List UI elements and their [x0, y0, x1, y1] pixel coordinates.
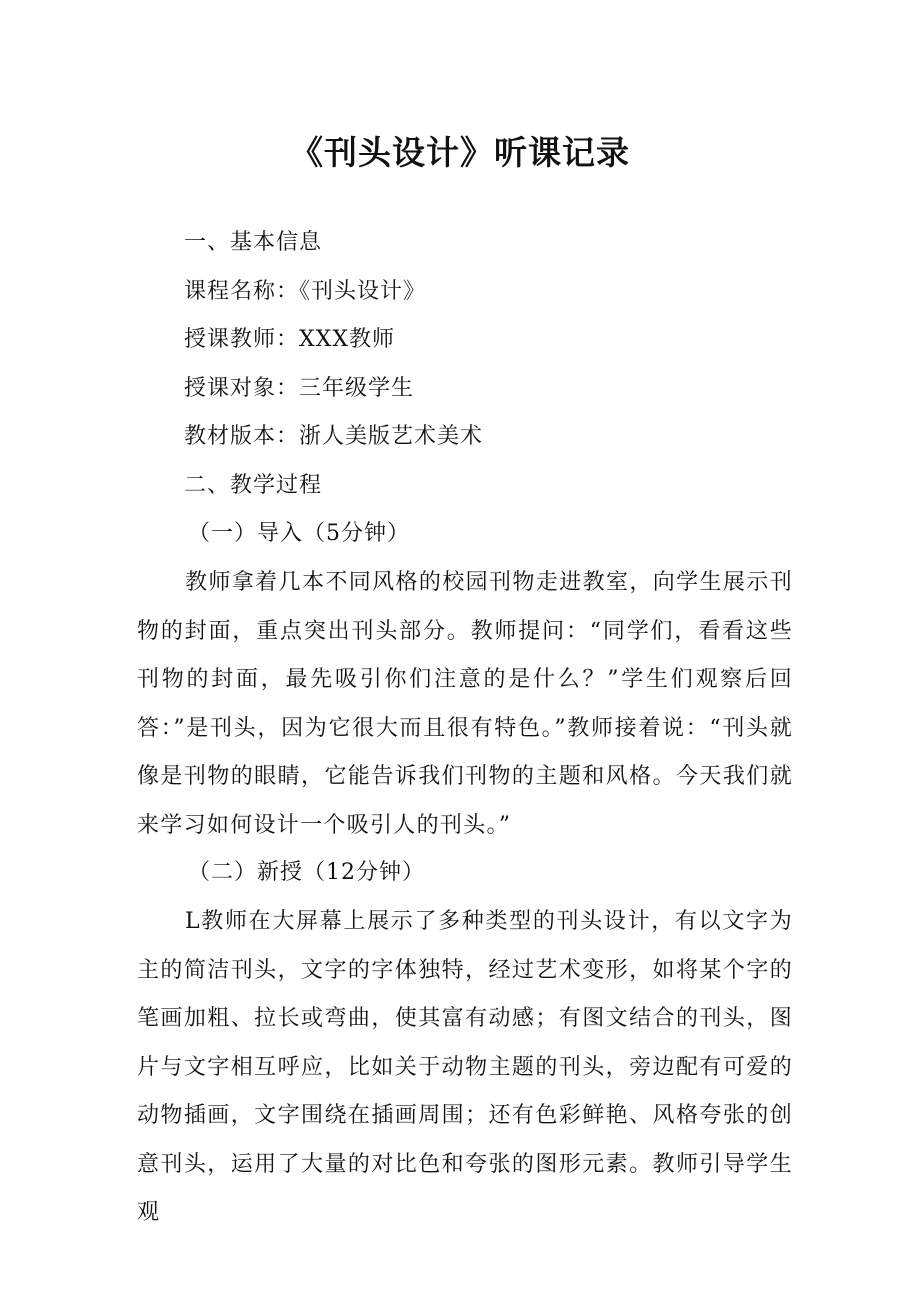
new-lesson-paragraph: L教师在大屏幕上展示了多种类型的刊头设计，有以文字为主的简洁刊头，文字的字体独特，经过艺术变形，如将某个字的笔画加粗、拉长或弯曲，使其富有动感；有图文结合的刊头，图片与文字相互呼应，比如关于动物主题的刊头，旁边配有可爱的动物插画，文字围绕在插画周围；还有色彩鲜艳、风格夸张的创意刊头，运用了大量的对比色和夸张的图形元素。教师引导学生观 [137, 909, 793, 1225]
document-title: 《刊头设计》听课记录 [290, 133, 630, 172]
section-heading-basic-info: 一、基本信息 [184, 230, 323, 255]
course-name-line: 课程名称：《刊头设计》 [184, 279, 427, 304]
subsection-heading-new-lesson: （二）新授（12分钟） [188, 860, 425, 885]
textbook-line: 教材版本：浙人美版艺术美术 [184, 424, 484, 449]
section-heading-teaching-process: 二、教学过程 [184, 473, 323, 498]
audience-line: 授课对象：三年级学生 [184, 376, 415, 401]
subsection-heading-introduction: （一）导入（5分钟） [188, 521, 410, 546]
teacher-line: 授课教师：XXX教师 [184, 327, 395, 352]
introduction-paragraph: 教师拿着几本不同风格的校园刊物走进教室，向学生展示刊物的封面，重点突出刊头部分。教师提问：“同学们，看看这些刊物的封面，最先吸引你们注意的是什么？”学生们观察后回答：”是刊头，因为它很大而且很有特色。”教师接着说：“刊头就像是刊物的眼睛，它能告诉我们刊物的主题和风格。今天我们就来学习如何设计一个吸引人的刊头。” [137, 570, 793, 838]
